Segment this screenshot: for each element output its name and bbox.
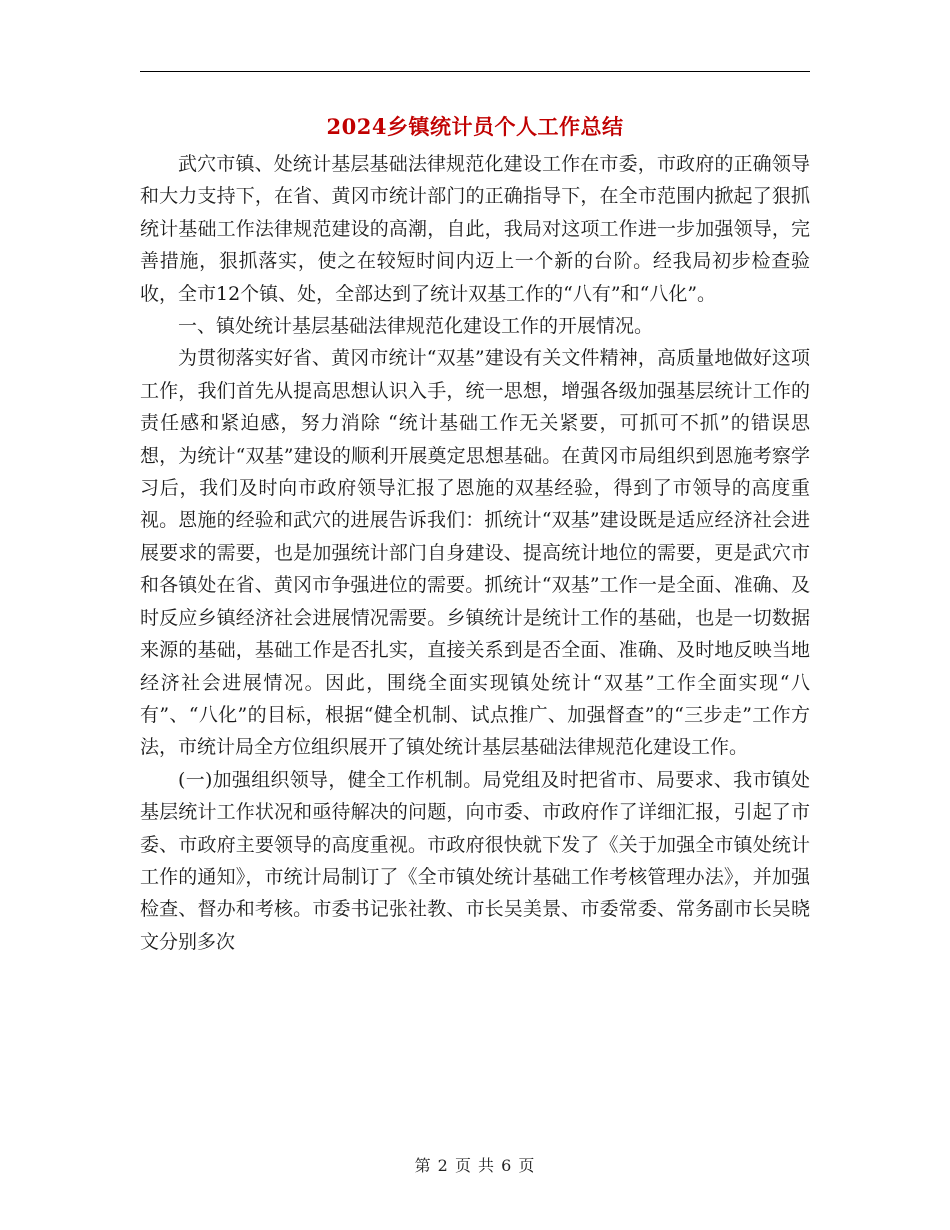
body-paragraph: 为贯彻落实好省、黄冈市统计“双基”建设有关文件精神，高质量地做好这项工作，我们首先从提高思想认识入手，统一思想，增强各级加强基层统计工作的责任感和紧迫感，努力消除 “统计基础工作无关紧要，可抓可不抓”的错误思想，为统计“双基”建设的顺利开展奠定思想基础。在黄冈市局组织到恩施考察学习后，我们及时向市政府领导汇报了恩施的双基经验，得到了市领导的高度重视。恩施的经验和武穴的进展告诉我们：抓统计“双基”建设既是适应经济社会进展要求的需要，也是加强统计部门自身建设、提高统计地位的需要，更是武穴市和各镇处在省、黄冈市争强进位的需要。抓统计“双基”工作一是全面、准确、及时反应乡镇经济社会进展情况需要。乡镇统计是统计工作的基础，也是一切数据来源的基础，基础工作是否扎实，直接关系到是否全面、准确、及时地反映当地经济社会进展情况。因此，围绕全面实现镇处统计“双基”工作全面实现“八有”、“八化”的目标，根据“健全机制、试点推广、加强督查”的“三步走”工作方法，市统计局全方位组织展开了镇处统计基层基础法律规范化建设工作。 <box>140 347 810 759</box>
section-heading: 一、镇处统计基层基础法律规范化建设工作的开展情况。 <box>178 315 654 338</box>
document-title: 2024乡镇统计员个人工作总结 <box>326 114 624 139</box>
page-number-footer: 第 2 页 共 6 页 <box>414 1156 536 1175</box>
document-body <box>140 148 810 958</box>
header-rule <box>140 71 810 72</box>
body-paragraph: (一)加强组织领导，健全工作机制。局党组及时把省市、局要求、我市镇处基层统计工作状况和亟待解决的问题，向市委、市政府作了详细汇报，引起了市委、市政府主要领导的高度重视。市政府很快就下发了《关于加强全市镇处统计工作的通知》，市统计局制订了《全市镇处统计基础工作考核管理办法》，并加强检查、督办和考核。市委书记张社教、市长吴美景、市委常委、常务副市长吴晓文分别多次 <box>140 768 810 953</box>
body-paragraph: 武穴市镇、处统计基层基础法律规范化建设工作在市委，市政府的正确领导和大力支持下，在省、黄冈市统计部门的正确指导下，在全市范围内掀起了狠抓统计基础工作法律规范建设的高潮，自此，我局对这项工作进一步加强领导，完善措施，狠抓落实，使之在较短时间内迈上一个新的台阶。经我局初步检查验收，全市12个镇、处，全部达到了统计双基工作的“八有”和“八化”。 <box>140 153 810 305</box>
